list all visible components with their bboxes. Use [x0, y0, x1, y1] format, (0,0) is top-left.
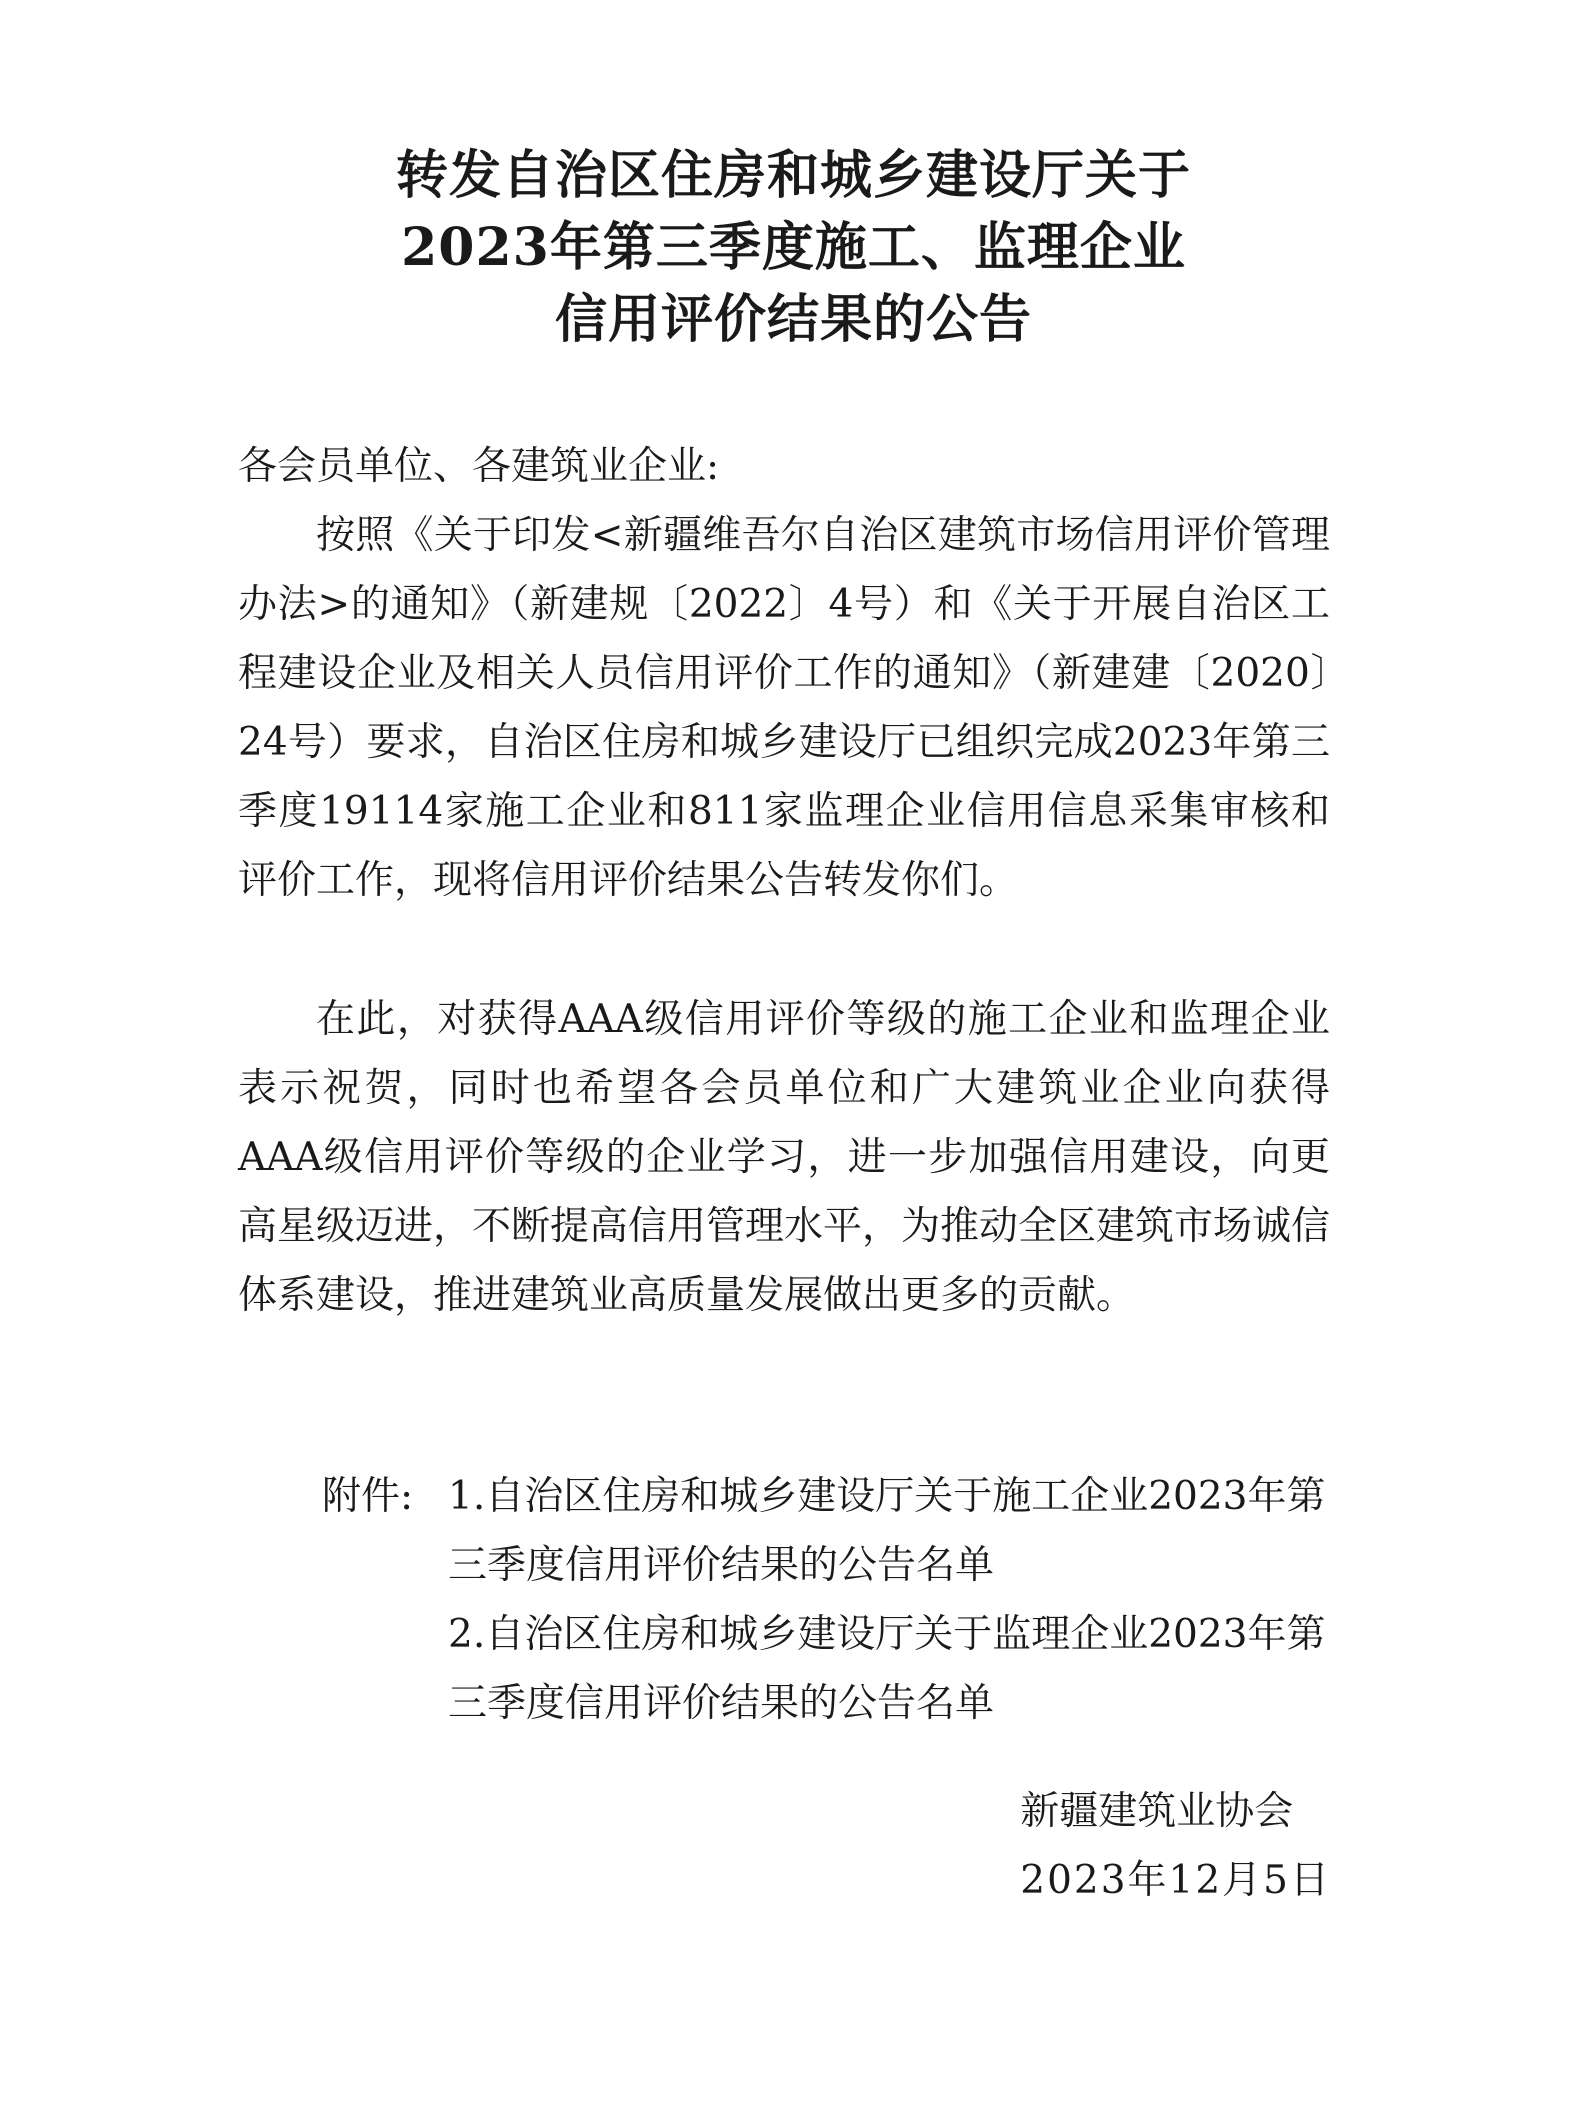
attachments-section [322, 1462, 1332, 1738]
attachment-item-2: 2.自治区住房和城乡建设厅关于监理企业2023年第三季度信用评价结果的公告名单 [448, 1612, 1326, 1726]
title-line-1: 转发自治区住房和城乡建设厅关于 [395, 145, 1191, 206]
salutation: 各会员单位、各建筑业企业: [238, 444, 720, 489]
attachments-label: 附件: [322, 1474, 414, 1519]
document-title [0, 140, 1587, 356]
attachment-item-1: 1.自治区住房和城乡建设厅关于施工企业2023年第三季度信用评价结果的公告名单 [448, 1474, 1326, 1588]
paragraph-1: 按照《关于印发<新疆维吾尔自治区建筑市场信用评价管理办法>的通知》（新建规〔2022〕4号）和《关于开展自治区工程建设企业及相关人员信用评价工作的通知》（新建建〔2020〕24号）要求，自治区住房和城乡建设厅已组织完成2023年第三季度19114家施工企业和811家监理企业信用信息采集审核和评价工作，现将信用评价结果公告转发你们。 [238, 513, 1330, 903]
paragraph-2: 在此，对获得AAA级信用评价等级的施工企业和监理企业表示祝贺，同时也希望各会员单位和广大建筑业企业向获得AAA级信用评价等级的企业学习，进一步加强信用建设，向更高星级迈进，不断提高信用管理水平，为推动全区建筑市场诚信体系建设，推进建筑业高质量发展做出更多的贡献。 [238, 997, 1331, 1318]
signature-date: 2023年12月5日 [1020, 1858, 1331, 1903]
signature-block [1020, 1777, 1331, 1915]
title-line-2: 2023年第三季度施工、监理企业 [401, 217, 1186, 278]
title-line-3: 信用评价结果的公告 [554, 289, 1032, 350]
attachments-list [448, 1462, 1332, 1738]
signature-organization: 新疆建筑业协会 [1020, 1789, 1294, 1834]
